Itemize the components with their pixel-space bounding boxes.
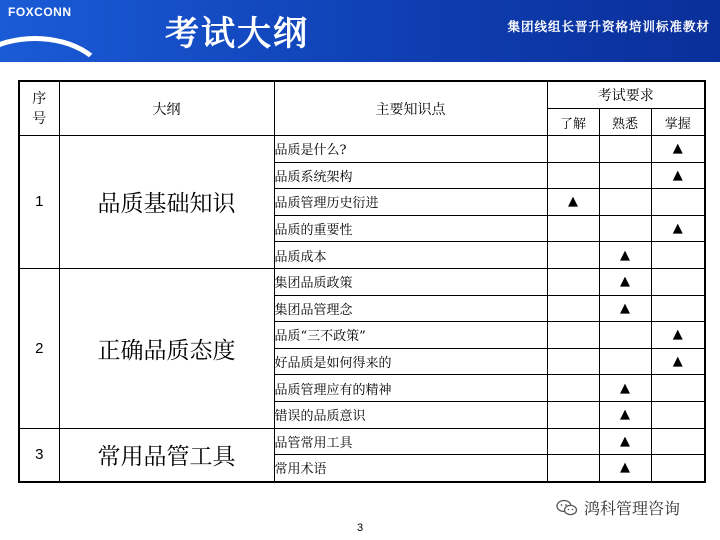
knowledge-point: 集团品质政策 — [274, 268, 547, 295]
header-banner — [0, 0, 720, 62]
requirement-cell — [599, 455, 651, 482]
requirement-cell — [651, 428, 705, 455]
requirement-cell — [599, 322, 651, 349]
knowledge-point: 好品质是如何得来的 — [274, 348, 547, 375]
triangle-marker-icon: ▲ — [672, 141, 683, 157]
knowledge-point: 品管常用工具 — [274, 428, 547, 455]
requirement-cell — [599, 242, 651, 269]
watermark — [556, 496, 680, 519]
outline-header: 大纲 — [59, 81, 274, 136]
section-outline: 常用品管工具 — [59, 428, 274, 482]
knowledge-point: 错误的品质意识 — [274, 401, 547, 428]
triangle-marker-icon: ▲ — [620, 380, 630, 396]
watermark-text: 鸿科管理咨询 — [584, 499, 681, 518]
requirement-cell — [547, 455, 599, 482]
requirement-cell — [599, 268, 651, 295]
knowledge-point: 品质是什么? — [274, 136, 547, 163]
triangle-marker-icon: ▲ — [620, 433, 630, 449]
level-header-master: 掌握 — [651, 109, 705, 136]
syllabus-table — [18, 80, 706, 483]
triangle-marker-icon: ▲ — [568, 194, 578, 210]
requirement-cell — [651, 242, 705, 269]
requirement-cell — [547, 375, 599, 402]
requirement-cell — [651, 348, 705, 375]
triangle-marker-icon: ▲ — [672, 167, 683, 183]
level-header-familiar: 熟悉 — [599, 109, 651, 136]
section-number: 3 — [19, 428, 59, 482]
seq-header-char: 序 — [32, 90, 47, 107]
triangle-marker-icon: ▲ — [620, 460, 630, 476]
requirement-cell — [599, 189, 651, 216]
requirement-cell — [599, 162, 651, 189]
requirement-cell — [651, 322, 705, 349]
knowledge-point: 品质系统架构 — [274, 162, 547, 189]
knowledge-point: 集团品管理念 — [274, 295, 547, 322]
knowledge-point: 品质管理历史衍进 — [274, 189, 547, 216]
requirement-cell — [651, 295, 705, 322]
requirement-cell — [599, 401, 651, 428]
requirements-header: 考试要求 — [547, 81, 705, 109]
seq-header — [19, 81, 59, 136]
requirement-cell — [599, 295, 651, 322]
requirement-cell — [651, 375, 705, 402]
page-subtitle: 集团线组长晋升资格培训标准教材 — [507, 19, 710, 34]
triangle-marker-icon: ▲ — [620, 247, 630, 263]
requirement-cell — [651, 215, 705, 242]
requirement-cell — [651, 401, 705, 428]
triangle-marker-icon: ▲ — [620, 407, 630, 423]
page-number: 3 — [356, 522, 364, 534]
table-row — [19, 268, 705, 295]
requirement-cell — [547, 162, 599, 189]
wechat-icon — [556, 499, 578, 517]
section-outline: 正确品质态度 — [59, 268, 274, 428]
requirement-cell — [547, 136, 599, 163]
knowledge-point: 品质的重要性 — [274, 215, 547, 242]
knowledge-point: 品质成本 — [274, 242, 547, 269]
section-outline: 品质基础知识 — [59, 136, 274, 269]
requirement-cell — [651, 268, 705, 295]
requirement-cell — [599, 348, 651, 375]
requirement-cell — [547, 401, 599, 428]
syllabus-body — [19, 136, 705, 482]
requirement-cell — [547, 242, 599, 269]
triangle-marker-icon: ▲ — [672, 327, 683, 343]
requirement-cell — [599, 136, 651, 163]
topic-header: 主要知识点 — [274, 81, 547, 136]
requirement-cell — [547, 189, 599, 216]
level-header-understand: 了解 — [547, 109, 599, 136]
knowledge-point: 常用术语 — [274, 455, 547, 482]
section-number: 1 — [19, 136, 59, 269]
requirement-cell — [651, 162, 705, 189]
requirement-cell — [651, 455, 705, 482]
triangle-marker-icon: ▲ — [672, 354, 683, 370]
table-row — [19, 428, 705, 455]
foxconn-logo: FOXCONN — [8, 5, 72, 19]
knowledge-point: 品质管理应有的精神 — [274, 375, 547, 402]
requirement-cell — [599, 428, 651, 455]
section-number: 2 — [19, 268, 59, 428]
requirement-cell — [651, 136, 705, 163]
requirement-cell — [547, 295, 599, 322]
page-title: 考试大纲 — [165, 14, 309, 54]
requirement-cell — [547, 322, 599, 349]
table-row — [19, 136, 705, 163]
requirement-cell — [651, 189, 705, 216]
triangle-marker-icon: ▲ — [620, 300, 630, 316]
requirement-cell — [547, 348, 599, 375]
triangle-marker-icon: ▲ — [672, 221, 683, 237]
requirement-cell — [547, 268, 599, 295]
requirement-cell — [599, 375, 651, 402]
requirement-cell — [547, 428, 599, 455]
requirement-cell — [599, 215, 651, 242]
knowledge-point: 品质“三不政策” — [274, 322, 547, 349]
triangle-marker-icon: ▲ — [620, 274, 630, 290]
seq-header-char: 号 — [32, 110, 47, 127]
requirement-cell — [547, 215, 599, 242]
